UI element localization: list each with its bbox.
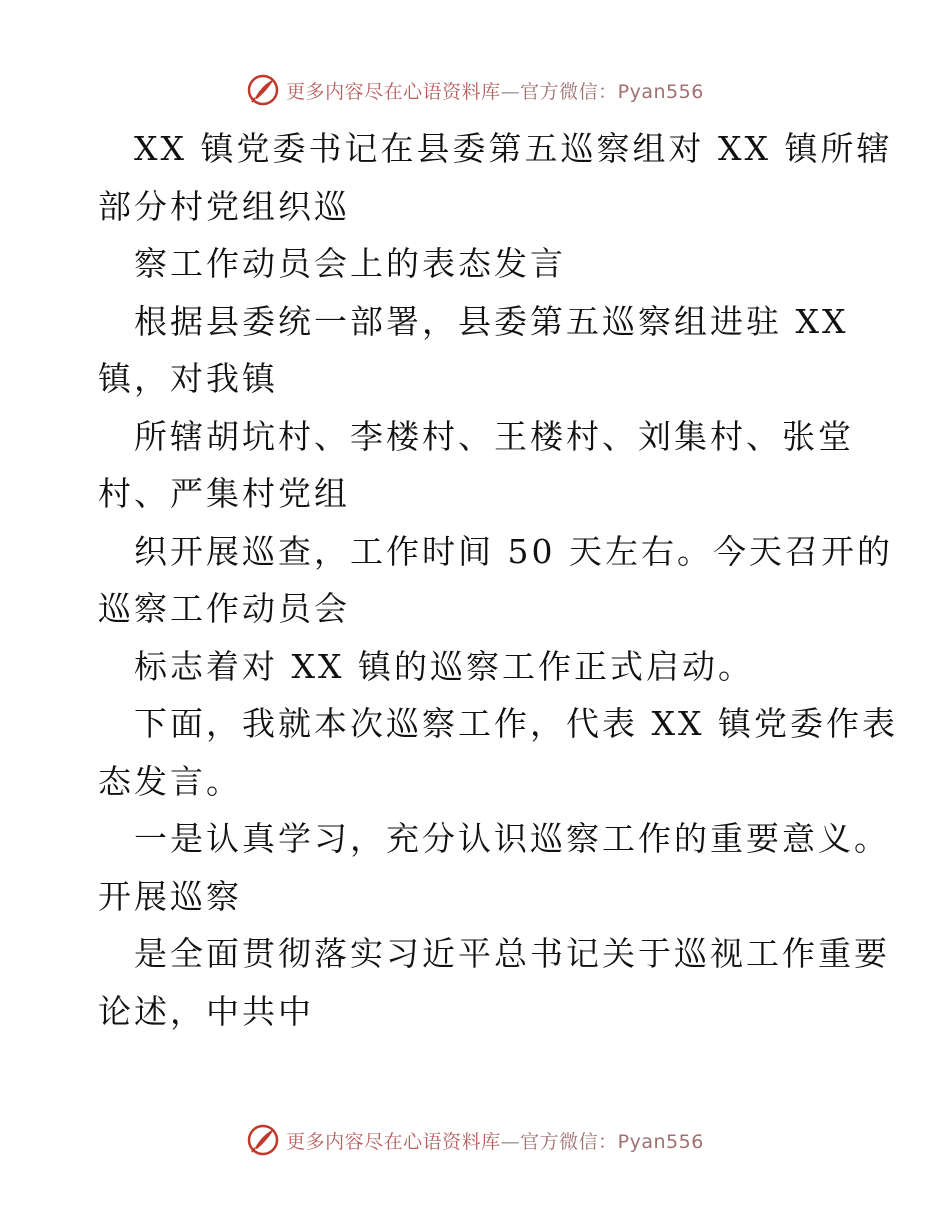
body-line: 部分村党组织巡 bbox=[98, 186, 350, 226]
body-line: 村、严集村党组 bbox=[98, 474, 350, 513]
body-line: 根据县委统一部署，县委第五巡察组进驻 XX bbox=[134, 301, 849, 341]
banner-dash: — bbox=[500, 1130, 521, 1153]
body-line: 巡察工作动员会 bbox=[98, 589, 350, 628]
body-line: 察工作动员会上的表态发言 bbox=[134, 244, 566, 283]
document-body bbox=[98, 120, 898, 1040]
header-banner bbox=[0, 70, 950, 110]
banner-dash: — bbox=[500, 80, 521, 103]
body-line: 态发言。 bbox=[98, 761, 242, 801]
banner-site-text: 更多内容尽在心语资料库 bbox=[286, 1130, 501, 1153]
body-line: 论述，中共中 bbox=[98, 991, 314, 1031]
body-line: 标志着对 XX 镇的巡察工作正式启动。 bbox=[134, 646, 754, 686]
body-line: 所辖胡坑村、李楼村、王楼村、刘集村、张堂 bbox=[134, 416, 854, 456]
banner-wechat-text: 官方微信：Pyan556 bbox=[520, 80, 704, 103]
quill-logo-icon bbox=[246, 1123, 280, 1157]
body-line: 镇，对我镇 bbox=[98, 359, 278, 398]
body-line: 织开展巡查，工作时间 50 天左右。今天召开的 bbox=[134, 531, 893, 571]
footer-banner bbox=[0, 1120, 950, 1160]
banner-site-text: 更多内容尽在心语资料库 bbox=[286, 80, 501, 103]
body-line: XX 镇党委书记在县委第五巡察组对 XX 镇所辖 bbox=[134, 129, 893, 168]
body-line: 是全面贯彻落实习近平总书记关于巡视工作重要 bbox=[134, 934, 890, 973]
quill-logo-icon bbox=[246, 73, 280, 107]
body-line: 下面，我就本次巡察工作，代表 XX 镇党委作表 bbox=[134, 704, 898, 743]
banner-wechat-text: 官方微信：Pyan556 bbox=[520, 1130, 704, 1153]
body-line: 开展巡察 bbox=[98, 876, 242, 916]
body-line: 一是认真学习，充分认识巡察工作的重要意义。 bbox=[134, 819, 890, 858]
